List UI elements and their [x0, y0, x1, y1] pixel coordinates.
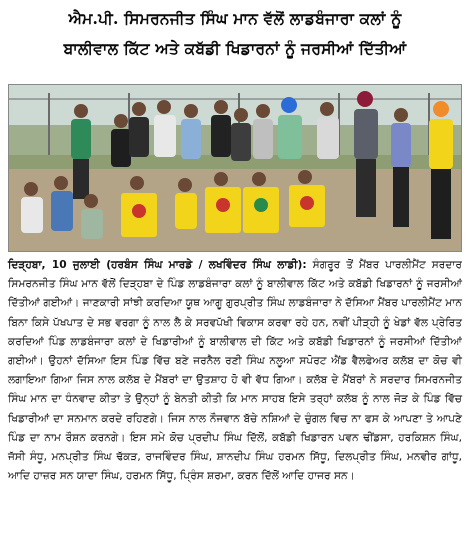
- news-photo: [8, 84, 462, 252]
- article-dateline: ਦਿੜ੍ਹਬਾ, 10 ਜੁਲਾਈ (ਹਰਬੰਸ ਸਿੰਘ ਮਾਰਡੇ / ਲਖਵਿੰਦਰ ਸਿੰਘ ਲਾਡੀ):: [8, 259, 307, 271]
- headline-line-2: ਬਾਲੀਵਾਲ ਕਿੱਟ ਅਤੇ ਕਬੱਡੀ ਖਿਡਾਰਨਾਂ ਨੂੰ ਜਰਸੀਆਂ ਦਿੱਤੀਆਂ: [63, 39, 407, 58]
- article-text: ਸੰਗਰੂਰ ਤੋਂ ਮੈਂਬਰ ਪਾਰਲੀਮੈਂਟ ਸਰਦਾਰ ਸਿਮਰਨਜੀਤ ਸਿੰਘ ਮਾਨ ਵੱਲੋਂ ਦਿੜ੍ਹਬਾ ਦੇ ਪਿੰਡ ਲਾਡਬੰਜਾਰਾ ਕਲਾਂ ਨੂੰ ਬਾਲੀਵਾਲ ਕਿੱਟ ਅਤੇ ਕਬੱਡੀ ਖਿਡਾਰਨਾਂ ਨੂੰ ਜਰਸੀਆਂ ਦਿੱਤੀਆਂ ਗਈਆਂ। ਜਾਣਕਾਰੀ ਸਾਂਝੀ ਕਰਦਿਆ ਯੂਥ ਆਗੂ ਗੁਰਪ੍ਰੀਤ ਸਿੰਘ ਲਾਡਬੰਜਾਰਾ ਨੇ ਦੱਸਿਆ ਮੈਂਬਰ ਪਾਰਲੀਮੈਂਟ ਮਾਨ ਬਿਨਾ ਕਿਸੇ ਪੱਖਪਾਤ ਦੇ ਸਭ ਵਰਗਾ ਨੂੰ ਨਾਲ ਲੈ ਕੇ ਸਰਵਪੱਖੀ ਵਿਕਾਸ ਕਰਵਾ ਰਹੇ ਹਨ, ਨਵੀਂ ਪੀੜ੍ਹੀ ਨੂੰ ਖੇਡਾਂ ਵੱਲ ਪ੍ਰੇਰਿਤ ਕਰਦਿਆਂ ਪਿੰਡ ਲਾਡਬੰਜਾਰਾ ਕਲਾਂ ਦੇ ਖਿਡਾਰੀਆਂ ਨੂੰ ਬਾਲੀਵਾਲ ਦੀ ਕਿੱਟ ਅਤੇ ਕਬੱਡੀ ਖਿਡਾਰਨਾਂ ਨੂੰ ਜਰਸੀਆਂ ਦਿੱਤੀਆਂ ਗਈਆਂ। ਉਹਨਾਂ ਦੱਸਿਆ ਇਸ ਪਿੰਡ ਵਿੱਚ ਬਣੇ ਜਰਨੈਲ ਰਣੀ ਸਿੰਘ ਨਲੂਆ ਸਪੋਰਟ ਐਂਡ ਵੈਲਫੇਅਰ ਕਲੱਬ ਦਾ ਕੋਚ ਵੀ ਲਗਾਇਆ ਗਿਆ ਜਿਸ ਨਾਲ ਕਲੱਬ ਦੇ ਮੈਂਬਰਾਂ ਦਾ ਉਤਸ਼ਾਹ ਹੋ ਵੀ ਵੱਧ ਗਿਆ। ਕਲੱਬ ਦੇ ਮੈਂਬਰਾਂ ਨੇ ਸਰਦਾਰ ਸਿਮਰਨਜੀਤ ਸਿੰਘ ਮਾਨ ਦਾ ਧੰਨਵਾਦ ਕੀਤਾ ਤੇ ਉਨ੍ਹਾਂ ਨੂੰ ਬੇਨਤੀ ਕੀਤੀ ਕਿ ਮਾਨ ਸਾਹਬ ਇਸੇ ਤਰ੍ਹਾਂ ਕਲੱਬ ਨੂੰ ਨਾਲ ਜੋੜ ਕੇ ਪਿੰਡ ਵਿੱਚ ਖਿਡਾਰੀਆਂ ਦਾ ਸਨਮਾਨ ਕਰਦੇ ਰਹਿਣਗੇ। ਜਿਸ ਨਾਲ ਨੌਜਵਾਨ ਬੱਚੇ ਨਸ਼ਿਆਂ ਦੇ ਚੁੰਗਲ ਵਿਚ ਨਾ ਫਸ ਕੇ ਆਪਣਾ ਤੇ ਆਪਣੇ ਪਿੰਡ ਦਾ ਨਾਮ ਰੌਸ਼ਨ ਕਰਨਗੇ। ਇਸ ਸਮੇ ਕੋਚ ਪ੍ਰਦੀਪ ਸਿੰਘ ਦਿੱਲੋਂ, ਕਬੱਡੀ ਖਿਡਾਰਨ ਪਵਨ ਢੀਂਡਸਾ, ਹਰਕਿਸ਼ਨ ਸਿੰਘ, ਜੱਸੀ ਸੰਧੂ, ਮਨਪ੍ਰੀਤ ਸਿੰਘ ਢੱਕੜ, ਰਾਜਵਿੰਦਰ ਸਿੰਘ, ਸ਼ਾਨਦੀਪ ਸਿੰਘ ਹਰਮਨ ਸਿੱਧੂ, ਦਿਲਪ੍ਰੀਤ ਸਿੰਘ, ਮਨਵੀਰ ਗਾਂਧੂ, ਆਦਿ ਹਾਜ਼ਰ ਸਨ ਯਾਦਾ ਸਿੰਘ, ਹਰਮਨ ਸਿੱਧੂ, ਪ੍ਰਿੰਸ ਸ਼ਰਮਾ, ਕਰਨ ਦਿੱਲੋਂ ਆਦਿ ਹਾਜਰ ਸਨ।: [8, 259, 462, 483]
- headline: [6, 4, 464, 64]
- group-photo-illustration: [9, 85, 461, 251]
- article-body: [8, 256, 462, 486]
- headline-line-1: ਐਮ.ਪੀ. ਸਿਮਰਨਜੀਤ ਸਿੰਘ ਮਾਨ ਵੱਲੋਂ ਲਾਡਬੰਜਾਰਾ ਕਲਾਂ ਨੂੰ: [68, 9, 402, 28]
